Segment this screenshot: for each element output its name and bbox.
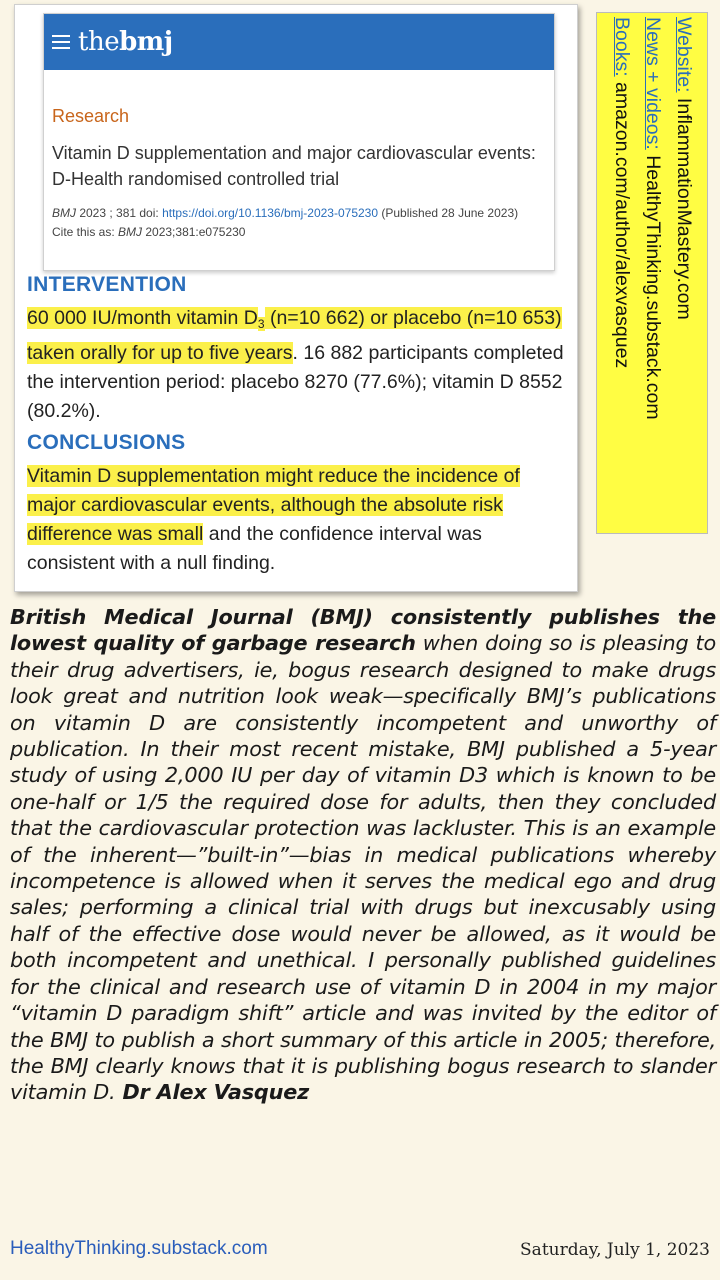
intervention-heading: INTERVENTION [27, 273, 187, 296]
section-label: Research [52, 106, 130, 126]
article-meta: BMJ 2023 ; 381 doi: https://doi.org/10.1136/bmj-2023-075230 (Published 28 June 2023) Cite this as: BMJ 2023;381:e075230 [52, 206, 519, 239]
commentary-text: British Medical Journal (BMJ) consistently publishes the lowest quality of garbage research when doing so is pleasing to their drug advertisers, ie, bogus research designed to make drugs look great and nutrition look weak—specifically BMJ’s publications on vitamin D are consistently incompetent and unworthy of publication. In their most recent mistake, BMJ published a 5-year study of using 2,000 IU per day of vitamin D3 which is known to be one-half or 1/5 the required dose for adults, then they concluded that the cardiovascular protection was lackluster. This is an example of the inherent—”built-in”—bias in medical publications whereby incompetence is allowed when it serves the medical ego and drug sales; performing a clinical trial with drugs but inexcusably using half of the effective dose would never be allowed, as it would be both incompetent and unethical. I personally published guidelines for the clinical and research use of vitamin D in 2004 in my major “vitamin D paradigm shift” article and was invited by the editor of the BMJ to publish a short summary of this article in 2005; therefore, the BMJ clearly knows that it is publishing bogus research to slander vitamin D. Dr Alex Vasquez [10, 605, 716, 1105]
conclusions-text: Vitamin D supplementation might reduce the incidence of major cardiovascular events, although the absolute risk difference was small and the confidence interval was consistent with a null finding. [27, 465, 520, 574]
doi-link[interactable]: https://doi.org/10.1136/bmj-2023-075230 [162, 206, 379, 220]
news-line[interactable]: News + videos: HealthyThinking.substack.com [642, 17, 664, 420]
bmj-screenshot-card [14, 4, 578, 592]
conclusions-heading: CONCLUSIONS [27, 431, 186, 454]
signature: Dr Alex Vasquez [115, 1080, 310, 1105]
footer-link[interactable]: HealthyThinking.substack.com [10, 1238, 268, 1259]
article-title: Vitamin D supplementation and major cardiovascular events: D-Health randomised controlled trial [52, 143, 536, 189]
bmj-header-bar [44, 14, 554, 70]
footer-date: Saturday, July 1, 2023 [520, 1240, 710, 1260]
bmj-article-header-card [43, 13, 555, 271]
books-line[interactable]: Books: amazon.com/author/alexvasquez [611, 17, 633, 369]
intervention-text: 60 000 IU/month vitamin $D_3$ (n=10 662) or placebo (n=10 653) taken orally for up to five years. 16 882 participants completed the intervention period: placebo 8270 (77.6%); vitamin D 8552 (80.2%). [27, 307, 564, 422]
contact-sidebar [596, 12, 708, 534]
sidebar-links [606, 17, 699, 420]
menu-icon[interactable] [52, 35, 70, 49]
bmj-logo[interactable]: thebmj [78, 27, 173, 57]
website-line[interactable]: Website: InflammationMastery.com [673, 17, 695, 320]
